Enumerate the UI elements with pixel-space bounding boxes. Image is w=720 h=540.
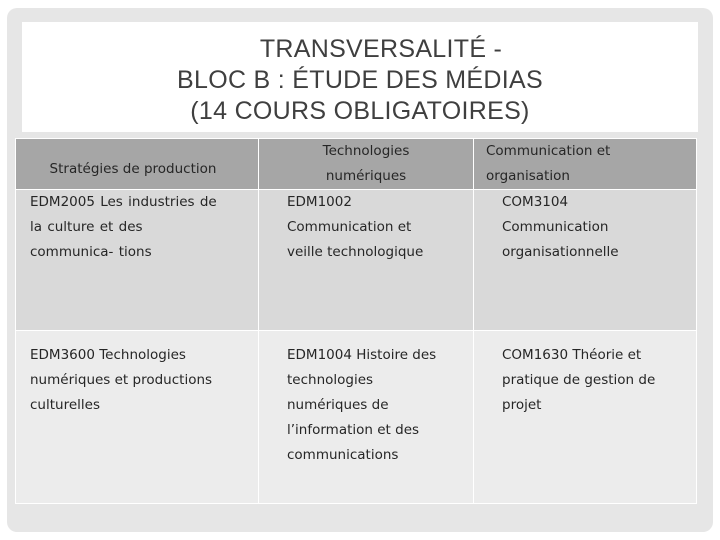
table-row — [16, 190, 697, 331]
header-communication: Communication et organisation — [486, 143, 611, 184]
course-edm2005: EDM2005 Les industries de la culture et des communica- tions — [30, 194, 217, 260]
title-line-1: TRANSVERSALITÉ - — [259, 35, 503, 63]
course-edm1002: EDM1002 Communication et veille technologique — [287, 194, 424, 260]
course-edm1004: EDM1004 Histoire des technologies numériques de l’information et des communications — [287, 347, 437, 463]
title-box — [22, 22, 698, 132]
course-com1630: COM1630 Théorie et pratique de gestion de projet — [502, 347, 656, 413]
table-cell — [16, 331, 259, 504]
course-edm3600: EDM3600 Technologies numériques et productions culturelles — [30, 347, 213, 413]
header-technologies: Technologies numériques — [322, 143, 410, 184]
table-cell — [474, 190, 697, 331]
header-cell — [16, 139, 259, 190]
title-line-3: (14 COURS OBLIGATOIRES) — [190, 97, 530, 125]
header-cell — [259, 139, 474, 190]
table-cell — [259, 331, 474, 504]
table-cell — [474, 331, 697, 504]
header-strategies: Stratégies de production — [49, 160, 217, 177]
table-header-row — [16, 139, 697, 190]
table-cell — [16, 190, 259, 331]
courses-table — [15, 138, 697, 504]
title-line-2: BLOC B : ÉTUDE DES MÉDIAS — [177, 66, 543, 94]
slide-title — [22, 34, 698, 127]
table-cell — [259, 190, 474, 331]
course-com3104: COM3104 Communication organisationnelle — [502, 194, 619, 260]
table-row — [16, 331, 697, 504]
header-cell — [474, 139, 697, 190]
